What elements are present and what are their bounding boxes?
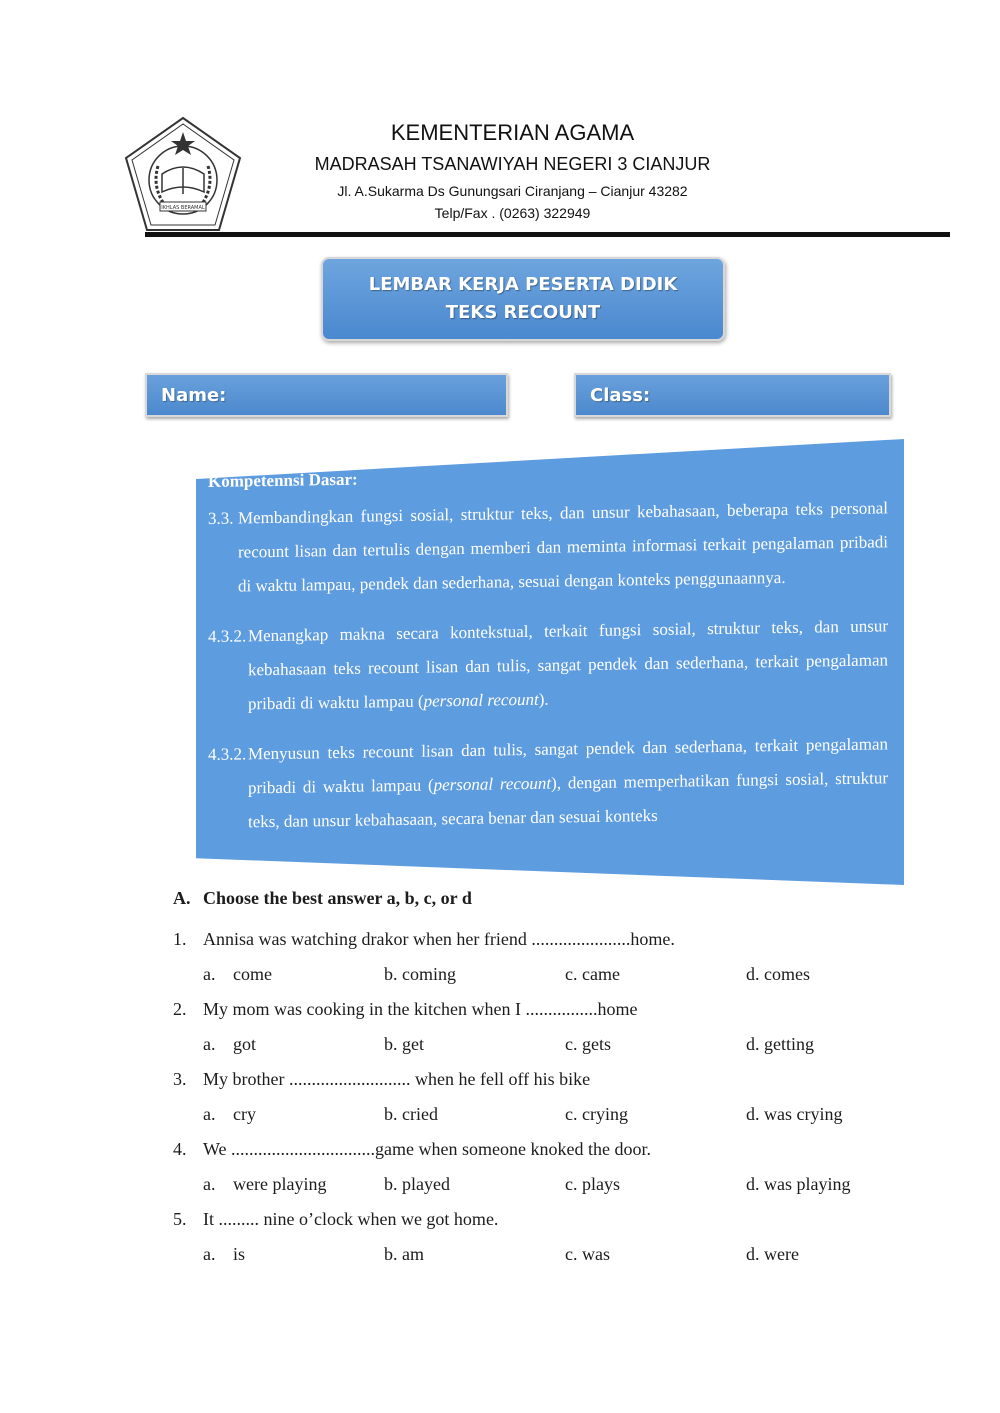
question-number: 5. xyxy=(173,1209,187,1229)
kompetensi-desc: Menyusun teks recount lisan dan tulis, sangat pendek dan sederhana, terkait pengalaman pribadi di waktu lampau (personal recount), dengan memperhatikan fungsi sosial, struktur teks, dan unsur kebahasaan, secara benar dan sesuai konteks xyxy=(248,734,888,832)
kompetensi-text xyxy=(208,461,888,856)
option-c[interactable]: c. came xyxy=(565,964,620,984)
answer-options xyxy=(173,1097,933,1132)
school-address: Jl. A.Sukarma Ds Gunungsari Ciranjang – Cianjur 43282 xyxy=(337,183,688,199)
question-text: Annisa was watching drakor when her friend ......................home. xyxy=(203,929,675,949)
question-number: 4. xyxy=(173,1139,187,1159)
option-a[interactable]: a. cry xyxy=(203,1104,256,1124)
option-d[interactable]: d. was playing xyxy=(746,1174,851,1194)
worksheet-title-box xyxy=(321,257,725,341)
section-a-title: Choose the best answer a, b, c, or d xyxy=(203,888,472,908)
option-d[interactable]: d. were xyxy=(746,1244,799,1264)
option-b[interactable]: b. cried xyxy=(384,1104,438,1124)
option-d[interactable]: d. getting xyxy=(746,1034,814,1054)
option-c[interactable]: c. was xyxy=(565,1244,610,1264)
kompetensi-item xyxy=(208,491,888,604)
kompetensi-desc: Membandingkan fungsi sosial, struktur teks, dan unsur kebahasaan, beberapa teks personal recount lisan dan tertulis dengan memberi dan meminta informasi terkait pengalaman pribadi di waktu lampau, pendek dan sederhana, sesuai dengan konteks penggunaannya. xyxy=(238,498,888,596)
worksheet-title-line1: LEMBAR KERJA PESERTA DIDIK xyxy=(368,274,678,295)
name-field[interactable] xyxy=(145,373,508,417)
kompetensi-desc: Menangkap makna secara kontekstual, terkait fungsi sosial, struktur teks, dan unsur kebahasaan teks recount lisan dan tulis, sangat pendek dan sederhana, terkait pengalaman pribadi di waktu lampau (personal recount). xyxy=(248,616,888,714)
question-number: 3. xyxy=(173,1069,187,1089)
option-c[interactable]: c. crying xyxy=(565,1104,628,1124)
section-a-heading xyxy=(173,888,472,909)
answer-options xyxy=(173,1027,933,1062)
question-item xyxy=(173,992,933,1027)
question-item xyxy=(173,1202,933,1237)
kompetensi-number: 4.3.2. xyxy=(208,744,247,764)
header-divider xyxy=(145,232,950,237)
worksheet-title-line2: TEKS RECOUNT xyxy=(445,302,601,323)
option-d[interactable]: d. comes xyxy=(746,964,810,984)
option-d[interactable]: d. was crying xyxy=(746,1104,843,1124)
question-text: It ......... nine o’clock when we got home. xyxy=(203,1209,499,1229)
kompetensi-item xyxy=(208,727,888,840)
option-b[interactable]: b. played xyxy=(384,1174,450,1194)
option-a[interactable]: a. got xyxy=(203,1034,257,1054)
question-text: My mom was cooking in the kitchen when I ................home xyxy=(203,999,638,1019)
question-item xyxy=(173,922,933,957)
class-label: Class: xyxy=(590,384,651,406)
question-list xyxy=(173,922,933,1272)
kompetensi-number: 4.3.2. xyxy=(208,626,247,646)
section-a-label: A. xyxy=(173,888,191,908)
option-b[interactable]: b. am xyxy=(384,1244,424,1264)
svg-text:IKHLAS BERAMAL: IKHLAS BERAMAL xyxy=(161,205,205,211)
kompetensi-item xyxy=(208,609,888,722)
school-name: MADRASAH TSANAWIYAH NEGERI 3 CIANJUR xyxy=(314,154,711,174)
question-text: My brother ........................... when he fell off his bike xyxy=(203,1069,591,1089)
option-c[interactable]: c. gets xyxy=(565,1034,611,1054)
class-field[interactable] xyxy=(574,373,891,417)
option-c[interactable]: c. plays xyxy=(565,1174,620,1194)
option-a[interactable]: a. were playing xyxy=(203,1174,327,1194)
question-number: 1. xyxy=(173,929,187,949)
name-label: Name: xyxy=(161,384,227,406)
option-a[interactable]: a. is xyxy=(203,1244,246,1264)
ministry-title: KEMENTERIAN AGAMA xyxy=(390,120,635,145)
question-item xyxy=(173,1132,933,1167)
school-phone: Telp/Fax . (0263) 322949 xyxy=(434,205,591,221)
school-logo xyxy=(122,114,244,234)
option-b[interactable]: b. get xyxy=(384,1034,424,1054)
kompetensi-number: 3.3. xyxy=(208,508,234,528)
option-b[interactable]: b. coming xyxy=(384,964,456,984)
question-text: We ................................game when someone knoked the door. xyxy=(203,1139,651,1159)
answer-options xyxy=(173,957,933,992)
answer-options xyxy=(173,1237,933,1272)
kompetensi-heading: Kompetennsi Dasar: xyxy=(208,469,358,491)
question-number: 2. xyxy=(173,999,187,1019)
option-a[interactable]: a. come xyxy=(203,964,272,984)
question-item xyxy=(173,1062,933,1097)
answer-options xyxy=(173,1167,933,1202)
